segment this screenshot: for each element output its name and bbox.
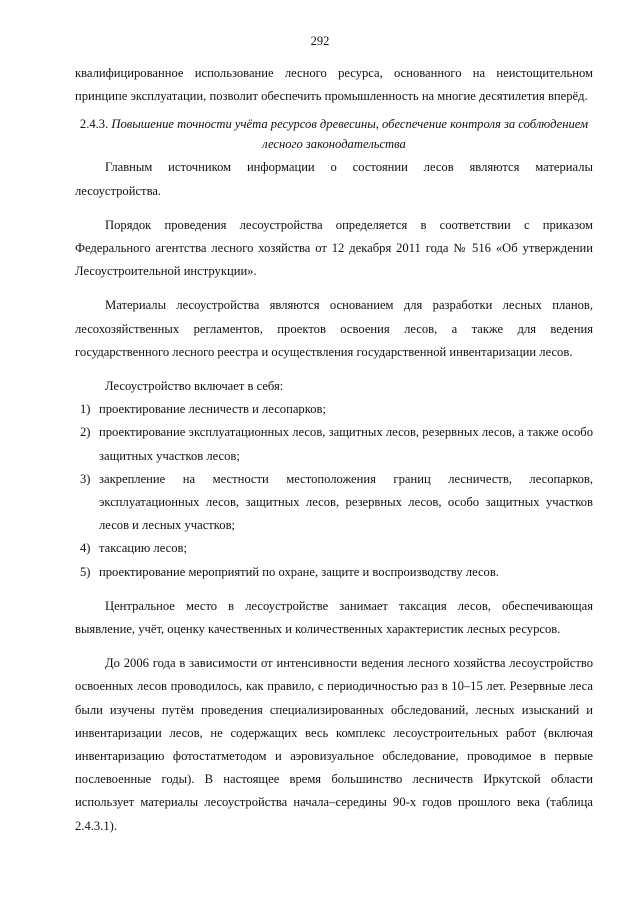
paragraph-forest-info: Главным источником информации о состоянии лесов являются материалы лесоустройства. — [75, 160, 593, 198]
list-item-text: проектирование эксплуатационных лесов, защитных лесов, резервных лесов, а также особо защитных участков лесов; — [99, 425, 593, 463]
paragraph-materials: Материалы лесоустройства являются основанием для разработки лесных планов, лесохозяйственных регламентов, проектов освоения лесов, а также для ведения государственного лесного реестра и осуществления государственной инвентаризации лесов. — [75, 298, 593, 359]
list-item — [75, 468, 593, 538]
list-item — [75, 537, 593, 560]
list-item — [75, 398, 593, 421]
list-marker: 1) — [80, 402, 91, 417]
list-item-text: таксацию лесов; — [99, 541, 187, 556]
list-item — [75, 561, 593, 584]
page-content — [75, 62, 593, 838]
list-item-text: проектирование мероприятий по охране, защите и воспроизводству лесов. — [99, 564, 499, 579]
page-number: 292 — [310, 34, 330, 48]
paragraph-order: Порядок проведения лесоустройства определяется в соответствии с приказом Федерального агентства лесного хозяйства от 12 декабря 2011 года № 516 «Об утверждении Лесоустроительной инструкции». — [75, 217, 593, 279]
list-item-text: проектирование лесничеств и лесопарков; — [99, 402, 326, 417]
list-marker: 5) — [80, 564, 91, 579]
list-item — [75, 421, 593, 467]
paragraph-history: До 2006 года в зависимости от интенсивности ведения лесного хозяйства лесоустройство освоенных лесов проводилось, как правило, с периодичностью раз в 10–15 лет. Резервные леса были изучены путём проведения специализированных обследований, лесных изысканий и инвентаризации лесов, не содержащих весь комплекс лесоустроительных работ (включая инвентаризацию фотостатметодом и аэровизуальное обследование, проводимое в первые послевоенные годы). В настоящее время большинство лесничеств Иркутской области использует материалы лесоустройства начала–середины 90-х годов прошлого века (таблица 2.4.3.1). — [75, 656, 593, 833]
list-marker: 2) — [80, 425, 91, 440]
section-heading — [75, 114, 593, 154]
paragraph-list-intro: Лесоустройство включает в себя: — [105, 379, 284, 394]
list-marker: 4) — [80, 541, 91, 556]
list-item-text: закрепление на местности местоположения границ лесничеств, лесопарков, эксплуатационных лесов, защитных лесов, резервных лесов, особо защитных участков лесов и лесных участков; — [99, 471, 593, 533]
forest-management-list — [75, 398, 593, 584]
paragraph-taxation: Центральное место в лесоустройстве занимает таксация лесов, обеспечивающая выявление, учёт, оценку качественных и количественных характеристик лесных ресурсов. — [75, 598, 593, 637]
intro-paragraph: квалифицированное использование лесного ресурса, основанного на неистощительном принципе эксплуатации, позволит обеспечить промышленность на многие десятилетия вперёд. — [75, 66, 593, 104]
section-number: 2.4.3. — [79, 117, 109, 132]
section-title: Повышение точности учёта ресурсов древесины, обеспечение контроля за соблюдением лесного законодательства — [111, 117, 589, 152]
list-marker: 3) — [80, 471, 91, 486]
